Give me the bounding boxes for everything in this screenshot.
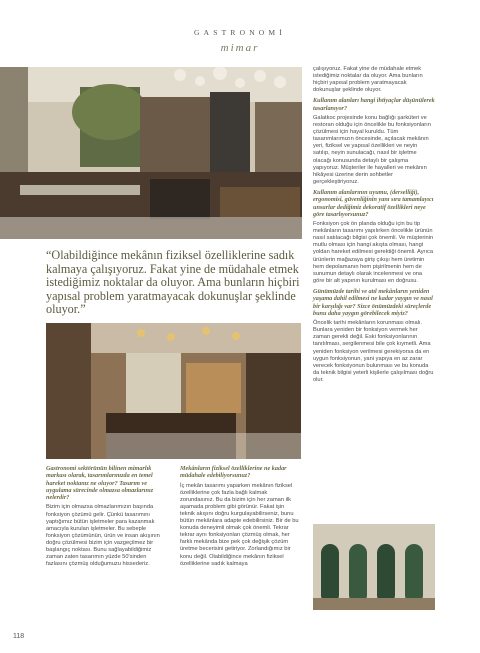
magazine-name: mimar	[220, 42, 260, 54]
right-text-column	[313, 66, 435, 387]
magazine-header	[0, 28, 480, 54]
paragraph: Fonksiyon çok ön planda olduğu için bu tip mekânların tasarımı yapılırken öncelikle ürünün nasıl satılacağı bilgisi çok önemli. Ve müşterinin mutlu olması için hangi akışta olması, hangi yoldan hareket edilmesi gerektiği önemli. Ayrıca ürünlerin mağazaya giriş çıkışı hem üretimin hem depolamanın hem pişirilmenin hem de sunumun detaylı olarak incelenmesi ve ona göre bir alt yapının kurulması en doğrusu.	[313, 221, 434, 284]
interview-question: Günümüzde tarihi ve atıl mekânların yeniden yaşama dahil edilmesi ne kadar yaygın ve nasıl bir karşılığı var? Sizce önümüzdeki süreçlerde bunu daha yaygın görebilecek miyiz?	[313, 287, 433, 317]
middle-text-column	[180, 465, 300, 571]
interview-question: Gastronomi sektörünün bilinen mimarlık markası olarak, tasarımlarınızda en temel hareket noktanız ne oluyor? Tasarım ve uygulama sürecinde olmazsa olmazlarınız nelerdir?	[46, 465, 154, 502]
interview-question: Kullanım alanları hangi ihtiyaçlar düşünülerek tasarlanıyor?	[313, 97, 435, 112]
paragraph: Bizim için olmazsa olmazlarımızın başında fonksiyon çözümü gelir. Çünkü tasarımını yaptığımız bütün işletmeler para kazanmak amacıyla kurulan işletmeler. Bu sebeple fonksiyon çözümünün, ürün ve insan akışının doğru çözülmesi bizim için vazgeçilmez bir başlangıç noktası. Bunu sağlayabildiğimiz zaman zaten tasarımın yüzde 50'sinden fazlasını çözmüş olduğumuzu hissederiz.	[46, 504, 160, 568]
left-text-column	[46, 465, 163, 571]
paragraph: çalışıyoruz. Fakat yine de müdahale etmek istediğimiz noktalar da oluyor. Ama bunların hiçbiri yapısal problem yaratmayacak dokunuşlar şeklinde oluyor.	[313, 66, 423, 94]
section-title: GASTRONOMİ	[193, 28, 286, 37]
restaurant-interior-photo	[0, 67, 302, 239]
paragraph: Öncelik tarihi mekânların korunması olmalı. Bunlara yeniden bir fonksiyon vermek her zaman gerekli değil. Eski fonksiyonlarının tanıtılması, sergilenmesi bile çok kıymetli. Ama yeniden fonksiyon verilmesi gerekiyorsa da en uygun fonksiyonun, yani yapıya en az zarar verecek fonksiyonun bulunması ve bu konuda da teknik bilgisi yeterli kişilerle çalışılması doğru olur.	[313, 320, 434, 383]
interview-question: Kullanım alanlarının uyumu, (derselliği), ergonomisi, güvenliğinin yanı sıra tamamlayıcı unsurlar dediğimiz dekoratif özellikleri neye göre tasarlıyorsunuz?	[313, 188, 434, 218]
paragraph: İç mekân tasarımı yaparken mekânın fiziksel özelliklerine çok fazla bağlı kalmak zorundasınız. Bu da bizim için her zaman ilk aşamada problem gibi görünür. Fakat işin teknik akışını doğru kurgulayabilirseniz, bunu bütün mekânlara adapte edebilirsiniz. Bir de bu konuda deneyimli olmak çok önemli. Tekrar tekrar aynı fonksiyonları çözmüş olmak, her farklı mekânda bize pek çok değişik çözüm üretme becerisini getiriyor. Zorlandığımız bir konu değil. Olabildiğince mekânın fiziksel özelliklerine sadık kalmaya	[180, 482, 299, 567]
display-niche-photo	[313, 524, 435, 610]
paragraph: Galatkoc projesinde konu bağlığı şarküteri ve restoran olduğu için öncelikle bu fonksiyonların çözülmesi için hayal kuruldu. Tüm tasarımlarımızın öncesinde, açılacak mekânın yeri, fiziksel ve yapısal özellikleri ve neyin satılıp, neyin sunulacağı, nasıl bir işletme olacağı konusunda detaylı bir çalışma yapıyoruz. Müşteriler ile hayalleri ve mekânın hikâyesi üzerine derin sohbetler gerçekleştiriyoruz.	[313, 114, 431, 185]
page-number: 118	[13, 633, 25, 640]
interview-question: Mekânların fiziksel özelliklerine ne kadar müdahale edebiliyorsunuz?	[180, 465, 287, 480]
pull-quote: “Olabildiğince mekânın fiziksel özelliklerine sadık kalmaya çalışıyoruz. Fakat yine de müdahale etmek istediğimiz noktalar da oluyor. Ama bunların hiçbiri yapısal problem yaratmayacak dokunuşlar şeklinde oluyor.”	[46, 248, 300, 317]
deli-counter-photo	[46, 323, 301, 459]
